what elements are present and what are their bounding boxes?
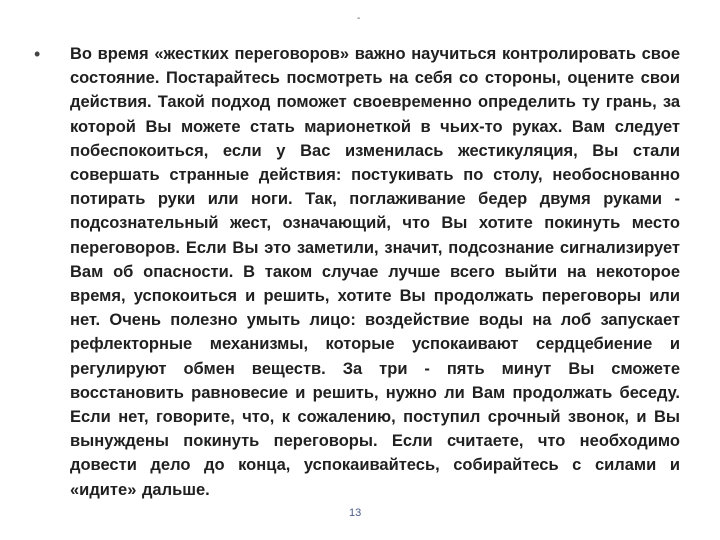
page-number: 13 [349,507,362,519]
bullet-icon: • [34,44,41,64]
bullet-paragraph [34,42,684,502]
slide-content [34,42,684,502]
paragraph-text: Во время «жестких переговоров» важно научиться контролировать свое состояние. Постарайтесь посмотреть на себя со стороны, оцените свои действия. Такой подход поможет своевременно определить ту грань, за которой Вы можете стать марионеткой в чьих-то руках. Вам следует побеспокоиться, если у Вас изменилась жестикуляция, Вы стали совершать странные действия: постукивать по столу, необоснованно потирать руки или ноги. Так, поглаживание бедер двумя руками - подсознательный жест, означающий, что Вы хотите покинуть место переговоров. Если Вы это заметили, значит, подсознание сигнализирует Вам об опасности. В таком случае лучше всего выйти на некоторое время, успокоиться и решить, хотите Вы продолжать переговоры или нет. Очень полезно умыть лицо: воздействие воды на лоб запускает рефлекторные механизмы, которые успокаивают сердцебиение и регулируют обмен веществ. За три - пять минут Вы сможете восстановить равновесие и решить, нужно ли Вам продолжать беседу. Если нет, говорите, что, к сожалению, поступил срочный звонок, и Вы вынуждены покинуть переговоры. Если считаете, что необходимо довести дело до конца, успокаивайтесь, собирайтесь с силами и «идите» дальше. [70,45,680,499]
top-mark: - [357,13,361,24]
